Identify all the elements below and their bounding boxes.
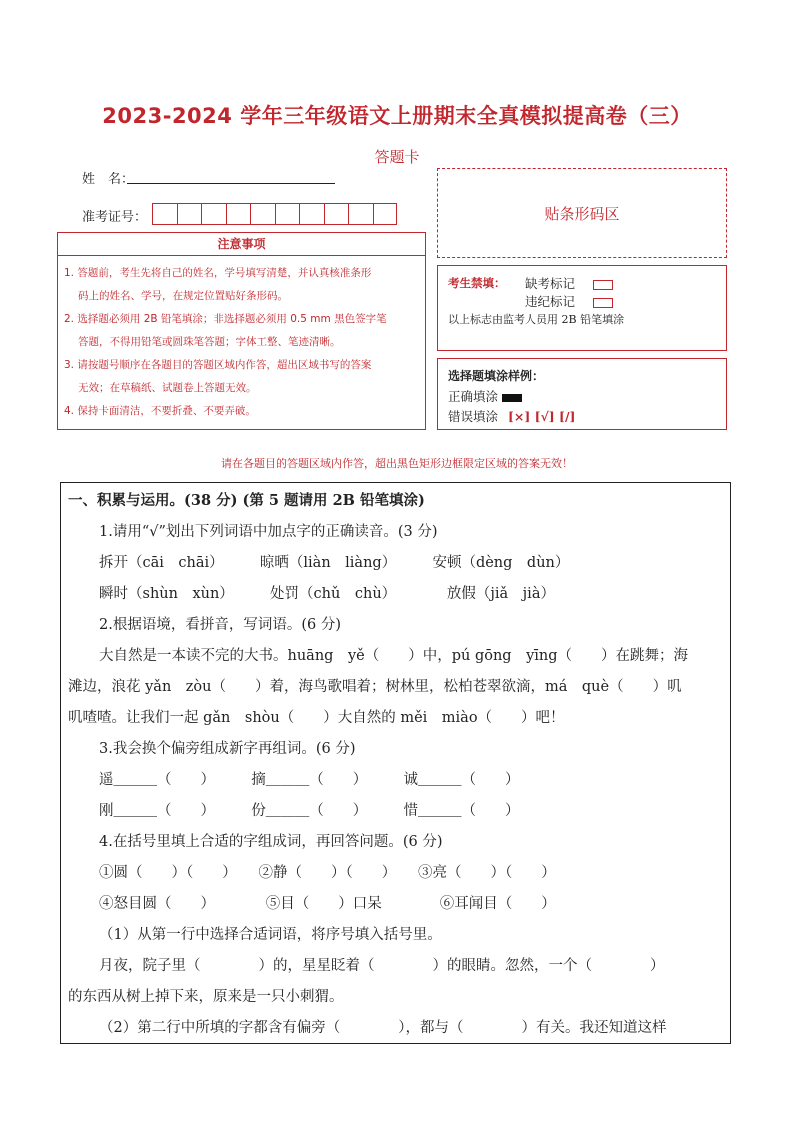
- correct-fill-mark: [502, 394, 522, 402]
- question-line: 滩边，浪花 yǎn zòu（ ）着，海鸟歌唱着；树林里，松柏苍翠欲滴，má què（ ）叽: [68, 679, 682, 695]
- notice-item: 答题，不得用铅笔或圆珠笔答题；字体工整、笔迹清晰。: [78, 336, 341, 348]
- violation-label: 违纪标记: [525, 294, 576, 309]
- section-heading: 一、积累与运用。(38 分) (第 5 题请用 2B 铅笔填涂): [68, 492, 425, 509]
- question-line: 2.根据语境，看拼音，写词语。(6 分): [99, 617, 341, 633]
- question-line: 1.请用“√”划出下列词语中加点字的正确读音。(3 分): [99, 524, 438, 540]
- page-subtitle: 答题卡: [374, 148, 420, 166]
- question-line: 的东西从树上掉下来，原来是一只小刺猬。: [68, 989, 344, 1005]
- question-line: 瞬时（shùn xùn） 处罚（chǔ chù） 放假（jiǎ jià）: [99, 586, 555, 602]
- question-line: 拆开（cāi chāi） 晾晒（liàn liàng） 安顿（dèng dùn）: [99, 555, 570, 571]
- notice-item: 3. 请按题号顺序在各题目的答题区域内作答，超出区域书写的答案: [64, 359, 372, 371]
- question-line: ④怒目圆（ ） ⑤目（ ）口呆 ⑥耳闻目（ ）: [99, 896, 556, 912]
- violation-mark-box[interactable]: [593, 298, 613, 308]
- notice-item: 2. 选择题必须用 2B 铅笔填涂；非选择题必须用 0.5 mm 黑色签字笔: [64, 313, 387, 325]
- question-line: ①圆（ ）（ ） ②静（ ）（ ） ③亮（ ）（ ）: [99, 865, 556, 881]
- barcode-label: 贴条形码区: [544, 204, 620, 223]
- id-cell[interactable]: [324, 203, 349, 225]
- id-cell[interactable]: [373, 203, 398, 225]
- question-line: 3.我会换个偏旁组成新字再组词。(6 分): [99, 741, 356, 757]
- question-line: （1）从第一行中选择合适词语，将序号填入括号里。: [99, 927, 442, 943]
- warning-text: 请在各题目的答题区域内作答，超出黑色矩形边框限定区域的答案无效！: [221, 457, 573, 470]
- id-label: 准考证号：: [82, 210, 148, 225]
- question-line: 遥＿＿＿（ ） 摘＿＿＿（ ） 诚＿＿＿（ ）: [99, 772, 520, 788]
- id-number-boxes[interactable]: [152, 203, 397, 225]
- notice-heading: 注意事项: [58, 233, 425, 256]
- notice-box: [57, 232, 426, 430]
- forbid-box: [437, 265, 727, 351]
- id-cell[interactable]: [299, 203, 324, 225]
- answer-area[interactable]: [60, 482, 731, 1044]
- forbid-note: 以上标志由监考人员用 2B 铅笔填涂: [448, 313, 625, 326]
- question-line: 月夜，院子里（ ）的，星星眨着（ ）的眼睛。忽然，一个（ ）: [99, 958, 665, 974]
- question-line: 叽喳喳。让我们一起 gǎn shòu（ ）大自然的 měi miào（ ）吧！: [68, 710, 565, 726]
- name-field[interactable]: [127, 182, 335, 184]
- name-label: 姓 名：: [82, 172, 135, 187]
- forbid-label: 考生禁填：: [448, 276, 506, 290]
- fill-sample-box: [437, 358, 727, 430]
- notice-item: 4. 保持卡面清洁，不要折叠、不要弄破。: [64, 405, 256, 417]
- question-line: 大自然是一本读不完的大书。huāng yě（ ）中，pú gōng yīng（ ）在跳舞；海: [99, 648, 689, 664]
- wrong-fill-label: 错误填涂: [448, 409, 499, 424]
- id-cell[interactable]: [275, 203, 300, 225]
- notice-item: 1. 答题前，考生先将自己的姓名，学号填写清楚，并认真核准条形: [64, 267, 372, 279]
- question-line: 4.在括号里填上合适的字组成词，再回答问题。(6 分): [99, 834, 443, 850]
- id-cell[interactable]: [226, 203, 251, 225]
- notice-item: 无效；在草稿纸、试题卷上答题无效。: [78, 382, 257, 394]
- missing-mark-box[interactable]: [593, 280, 613, 290]
- page-title: 2023-2024 学年三年级语文上册期末全真模拟提高卷（三）: [102, 104, 692, 128]
- missing-label: 缺考标记: [525, 276, 576, 291]
- id-cell[interactable]: [201, 203, 226, 225]
- fill-sample-title: 选择题填涂样例：: [448, 369, 545, 383]
- barcode-area: [437, 168, 727, 258]
- id-cell[interactable]: [177, 203, 202, 225]
- correct-fill-label: 正确填涂: [448, 389, 499, 404]
- question-line: 刚＿＿＿（ ） 份＿＿＿（ ） 惜＿＿＿（ ）: [99, 803, 520, 819]
- id-cell[interactable]: [250, 203, 275, 225]
- notice-item: 码上的姓名、学号，在规定位置贴好条形码。: [78, 290, 288, 302]
- wrong-fill-marks: [×] [√] [/]: [508, 409, 576, 424]
- id-cell[interactable]: [152, 203, 177, 225]
- question-line: （2）第二行中所填的字都含有偏旁（ ），都与（ ）有关。我还知道这样: [99, 1020, 667, 1036]
- id-cell[interactable]: [348, 203, 373, 225]
